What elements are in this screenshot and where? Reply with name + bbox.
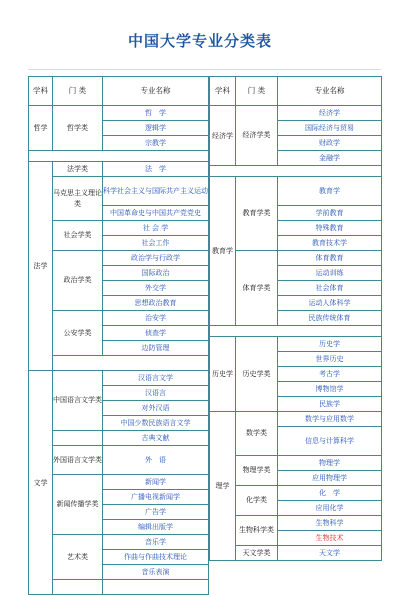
blank-row	[29, 356, 209, 371]
table-row	[29, 221, 209, 236]
major-cell: 应用物理学	[278, 471, 382, 486]
category-astronomy: 天文学类	[236, 546, 278, 561]
category-history: 历史学类	[236, 337, 278, 412]
major-cell: 科学社会主义与国际共产主义运动	[103, 177, 209, 206]
separator-row	[210, 326, 382, 337]
major-cell: 数学与应用数学	[278, 412, 382, 427]
major-cell: 民族传统体育	[278, 311, 382, 326]
table-row	[210, 337, 382, 352]
discipline-literature: 文学	[29, 371, 53, 595]
discipline-economics: 经济学	[210, 106, 236, 166]
category-art: 艺术类	[53, 535, 103, 580]
major-cell: 金融学	[278, 151, 382, 166]
major-cell: 广播电视新闻学	[103, 490, 209, 505]
major-cell: 化 学	[278, 486, 382, 501]
major-cell: 考古学	[278, 367, 382, 382]
table-row	[210, 456, 382, 471]
major-cell: 运动训练	[278, 266, 382, 281]
table-header-row	[210, 77, 382, 106]
table-row	[210, 486, 382, 501]
major-cell: 民族学	[278, 397, 382, 412]
category-economics: 经济学类	[236, 106, 278, 166]
table-row	[29, 371, 209, 386]
category-marxism: 马克思主义理论类	[53, 177, 103, 221]
discipline-history: 历史学	[210, 337, 236, 412]
table-row	[29, 311, 209, 326]
major-cell: 物理学	[278, 456, 382, 471]
major-cell: 逻辑学	[103, 121, 209, 136]
header-category: 门 类	[236, 77, 278, 106]
table-row	[210, 177, 382, 206]
major-cell: 思想政治教育	[103, 296, 209, 311]
category-law: 法学类	[53, 162, 103, 177]
category-journalism: 新闻传播学类	[53, 475, 103, 535]
category-chemistry: 化学类	[236, 486, 278, 516]
table-row	[29, 535, 209, 550]
header-discipline: 学科	[210, 77, 236, 106]
major-cell: 社 会 学	[103, 221, 209, 236]
major-cell: 哲 学	[103, 106, 209, 121]
table-header-row	[29, 77, 209, 106]
major-cell: 天文学	[278, 546, 382, 561]
table-row	[29, 431, 209, 446]
major-cell: 编辑出版学	[103, 520, 209, 535]
table-row	[29, 446, 209, 475]
major-cell: 外交学	[103, 281, 209, 296]
major-cell-highlighted: 生物技术	[278, 531, 382, 546]
table-row	[210, 106, 382, 121]
table-row	[29, 475, 209, 490]
table-row	[29, 106, 209, 121]
category-chinese: 中国语言文学类	[53, 371, 103, 431]
major-cell: 汉语言文学	[103, 371, 209, 386]
header-discipline: 学科	[29, 77, 53, 106]
discipline-law: 法学	[29, 162, 53, 371]
major-cell: 社会体育	[278, 281, 382, 296]
major-cell: 中国革命史与中国共产党党史	[103, 206, 209, 221]
category-education: 教育学类	[236, 177, 278, 251]
major-cell: 历史学	[278, 337, 382, 352]
major-cell: 国际经济与贸易	[278, 121, 382, 136]
table-row	[210, 516, 382, 531]
major-cell: 社会工作	[103, 236, 209, 251]
major-cell: 汉语言	[103, 386, 209, 401]
category-security: 公安学类	[53, 311, 103, 356]
major-cell: 信息与计算科学	[278, 427, 382, 456]
header-category: 门 类	[53, 77, 103, 106]
major-cell: 古典文献	[103, 431, 209, 446]
major-cell: 音乐表演	[103, 565, 209, 580]
separator-row	[29, 151, 209, 162]
major-cell: 特殊教育	[278, 221, 382, 236]
major-cell: 新闻学	[103, 475, 209, 490]
table-row	[29, 580, 209, 595]
major-cell: 音乐学	[103, 535, 209, 550]
category-sociology: 社会学类	[53, 221, 103, 251]
major-cell: 运动人体科学	[278, 296, 382, 311]
major-cell: 教育技术学	[278, 236, 382, 251]
major-cell: 作曲与作曲技术理论	[103, 550, 209, 565]
page-title: 中国大学专业分类表	[127, 32, 272, 50]
major-cell: 外 语	[103, 446, 209, 475]
title-divider	[28, 69, 381, 70]
major-cell: 生物科学	[278, 516, 382, 531]
category-politics: 政治学类	[53, 251, 103, 311]
discipline-science: 理学	[210, 412, 236, 561]
major-cell: 宗教学	[103, 136, 209, 151]
major-cell: 世界历史	[278, 352, 382, 367]
right-category-table	[209, 76, 382, 561]
major-cell: 侦查学	[103, 326, 209, 341]
major-cell: 学前教育	[278, 206, 382, 221]
category-philosophy: 哲学类	[53, 106, 103, 151]
major-cell: 政治学与行政学	[103, 251, 209, 266]
major-cell: 教育学	[278, 177, 382, 206]
major-cell: 治安学	[103, 311, 209, 326]
separator-row	[210, 166, 382, 177]
table-row	[29, 162, 209, 177]
category-math: 数学类	[236, 412, 278, 456]
category-foreign: 外国语言文学类	[53, 446, 103, 475]
table-row	[210, 546, 382, 561]
major-cell: 法 学	[103, 162, 209, 177]
category-biology: 生物科学类	[236, 516, 278, 546]
major-cell: 经济学	[278, 106, 382, 121]
major-cell: 体育教育	[278, 251, 382, 266]
category-sports: 体育学类	[236, 251, 278, 326]
major-cell: 应用化学	[278, 501, 382, 516]
major-cell: 边防管理	[103, 341, 209, 356]
major-cell: 财政学	[278, 136, 382, 151]
table-row	[29, 177, 209, 206]
table-row	[210, 251, 382, 266]
major-cell: 中国少数民族语言文学	[103, 416, 209, 431]
header-major: 专业名称	[278, 77, 382, 106]
left-category-table	[28, 76, 209, 595]
major-cell: 博物馆学	[278, 382, 382, 397]
discipline-education: 教育学	[210, 177, 236, 326]
table-row	[210, 412, 382, 427]
major-cell: 广告学	[103, 505, 209, 520]
header-major: 专业名称	[103, 77, 209, 106]
category-physics: 物理学类	[236, 456, 278, 486]
major-cell: 国际政治	[103, 266, 209, 281]
major-cell: 对外汉语	[103, 401, 209, 416]
table-row	[29, 251, 209, 266]
discipline-philosophy: 哲学	[29, 106, 53, 151]
